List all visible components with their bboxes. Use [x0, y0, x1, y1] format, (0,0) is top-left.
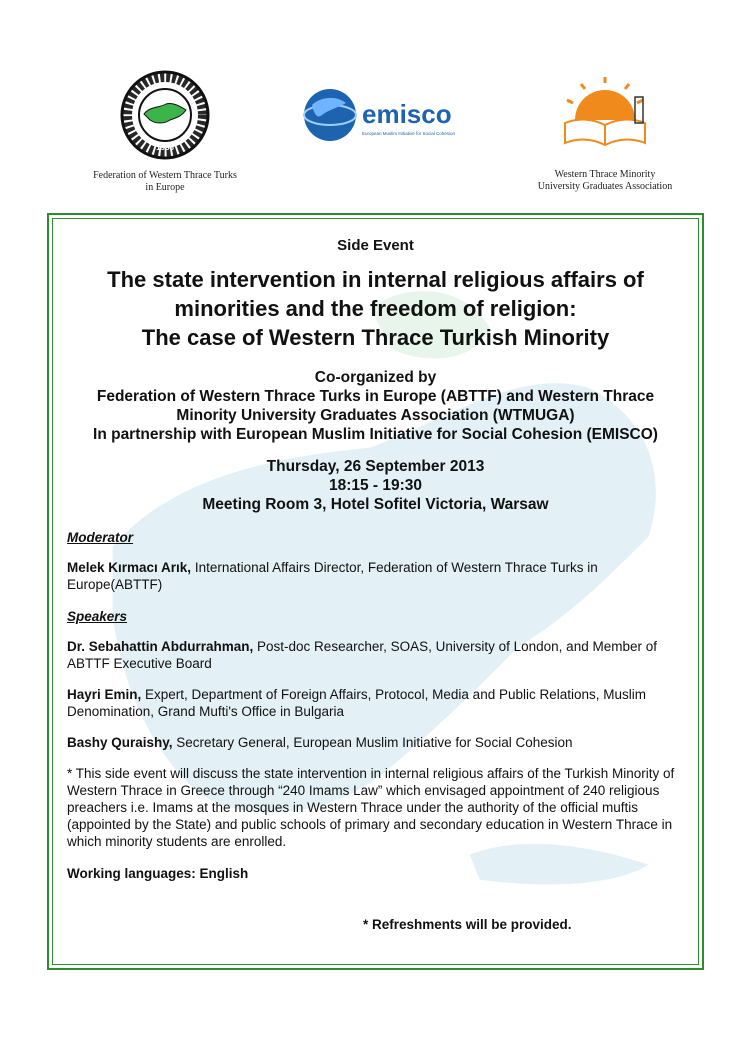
abttf-seal-icon: [120, 70, 210, 160]
coorg-line2: Federation of Western Thrace Turks in Europe (ABTTF) and Western Thrace: [96, 388, 655, 405]
logo-header: [0, 0, 736, 205]
abttf-year: 1988: [156, 143, 174, 152]
speaker-desc: Secretary General, European Muslim Initiative for Social Cohesion: [172, 735, 573, 750]
emisco-globe-icon: [300, 85, 460, 145]
coorg-line1: Co-organized by: [314, 369, 437, 386]
coorg-line4: In partnership with European Muslim Initiative for Social Cohesion (EMISCO): [93, 426, 658, 443]
emisco-logo: [300, 85, 460, 145]
speaker-name: Hayri Emin,: [67, 687, 142, 702]
speaker-name: Bashy Quraishy,: [67, 735, 173, 750]
event-frame-inner: [52, 218, 699, 965]
speaker-desc: Post-doc Researcher, SOAS, University of London, and Member of ABTTF Executive Board: [67, 639, 657, 671]
event-title: [67, 265, 684, 352]
moderator-entry: [67, 559, 684, 593]
event-title-line3: The case of Western Thrace Turkish Minority: [141, 325, 610, 350]
speaker-entry: [67, 686, 684, 720]
speaker-name: Dr. Sebahattin Abdurrahman,: [67, 639, 254, 654]
event-title-line1: The state intervention in internal religious affairs of: [107, 267, 644, 292]
wtmuga-logo: [520, 75, 690, 193]
abttf-logo: [80, 70, 250, 194]
abttf-caption-line1: Federation of Western Thrace Turks: [93, 170, 237, 181]
event-time: 18:15 - 19:30: [328, 477, 423, 494]
event-venue: Meeting Room 3, Hotel Sofitel Victoria, Warsaw: [202, 496, 549, 513]
event-frame: [47, 213, 704, 970]
speaker-entry: [67, 734, 684, 751]
working-languages: Working languages: English: [67, 866, 249, 881]
wtmuga-caption-line2: University Graduates Association: [537, 181, 673, 192]
moderator-desc: International Affairs Director, Federation of Western Thrace Turks in Europe(ABTTF): [67, 560, 598, 592]
moderator-name: Melek Kırmacı Arık,: [67, 560, 192, 575]
side-event-label: Side Event: [337, 237, 414, 254]
refreshments-note: * Refreshments will be provided.: [363, 917, 572, 932]
emisco-tagline: European Muslim Initiative for Social Cohesion: [362, 131, 456, 136]
event-date: Thursday, 26 September 2013: [266, 458, 485, 475]
coorg-line3: Minority University Graduates Association (WTMUGA): [176, 407, 575, 424]
speaker-desc: Expert, Department of Foreign Affairs, Protocol, Media and Public Relations, Muslim Denomination, Grand Mufti's Office in Bulgaria: [67, 687, 647, 719]
abttf-caption-line2: in Europe: [145, 182, 185, 193]
coorganizers: [67, 368, 684, 444]
event-content: [67, 235, 684, 932]
emisco-wordmark: emisco: [362, 99, 452, 129]
event-datetime: [67, 457, 684, 514]
speaker-entry: [67, 638, 684, 672]
wtmuga-book-sun-icon: [555, 75, 655, 155]
speakers-heading: Speakers: [67, 609, 128, 624]
wtmuga-caption-line1: Western Thrace Minority: [554, 169, 656, 180]
event-note: * This side event will discuss the state intervention in internal religious affairs of the Turkish Minority of Western Thrace in Greece through “240 Imams Law” which envisaged appointment of 240 religious preachers i.e. Imams at the mosques in Western Thrace under the authority of the official muftis (appointed by the State) and public schools of primary and secondary education in Western Thrace in which minority students are enrolled.: [67, 766, 675, 849]
event-title-line2: minorities and the freedom of religion:: [174, 296, 577, 321]
moderator-heading: Moderator: [67, 530, 134, 545]
